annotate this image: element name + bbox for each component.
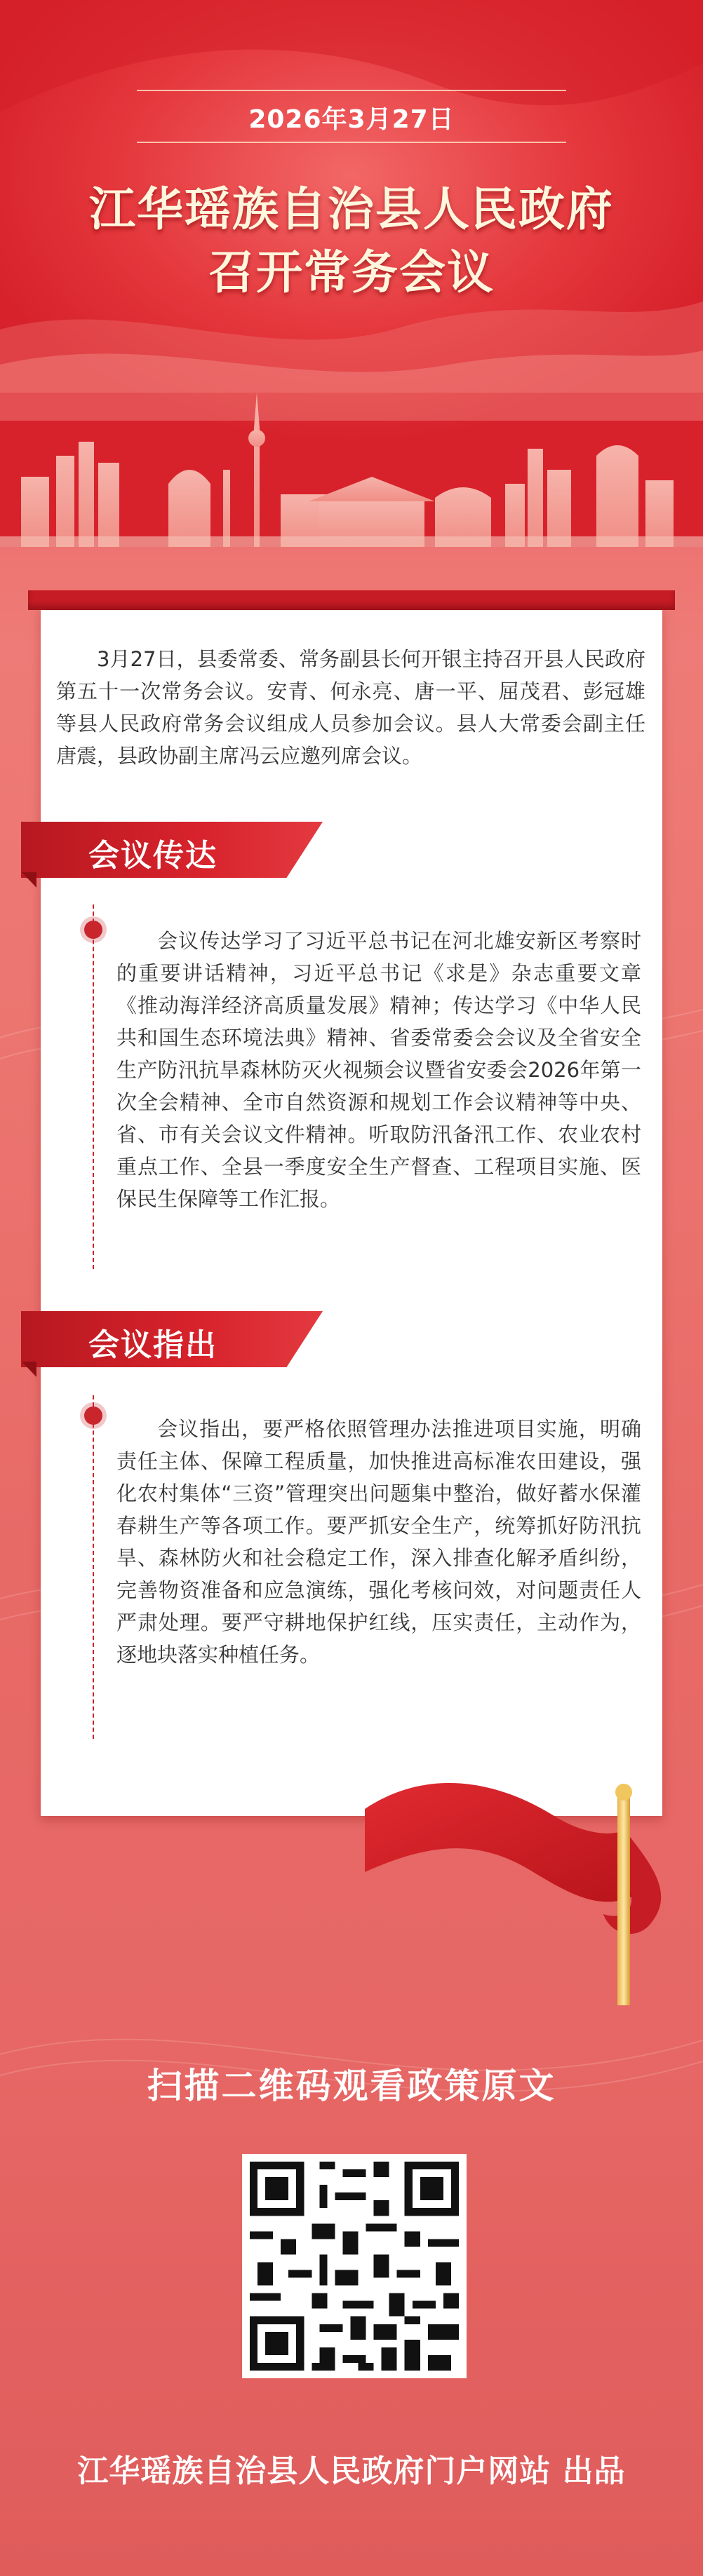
- city-skyline-illustration: [0, 379, 703, 547]
- timeline-line: [93, 1395, 94, 1739]
- section-paragraph-transmission: 会议传达学习了习近平总书记在河北雄安新区考察时的重要讲话精神，习近平总书记《求是》杂志重要文章《推动海洋经济高质量发展》精神；传达学习《中华人民共和国生态环境法典》精神、省委常委会会议及全省安全生产防汛抗旱森林防灭火视频会议暨省安委会2026年第一次全会精神、全市自然资源和规划工作会议精神等中央、省、市有关会议文件精神。听取防汛备汛工作、农业农村重点工作、全县一季度安全生产督查、工程项目实施、医保民生保障等工作汇报。: [116, 929, 641, 1211]
- publish-date: 2026年3月27日: [248, 105, 455, 134]
- page-title-line1: 江华瑶族自治县人民政府: [89, 182, 614, 236]
- section-header-points: [21, 1311, 323, 1367]
- page-title-line2: 召开常务会议: [208, 245, 495, 299]
- qr-code-icon[interactable]: [242, 2154, 467, 2378]
- intro-paragraph: 3月27日，县委常委、常务副县长何开银主持召开县人民政府第五十一次常务会议。安青、何永亮、唐一平、屈茂君、彭冠雄等县人民政府常务会议组成人员参加会议。县人大常委会副主任唐震，县政协副主席冯云应邀列席会议。: [56, 647, 645, 768]
- section-heading: 会议传达: [88, 838, 217, 874]
- section-paragraph-points: 会议指出，要严格依照管理办法推进项目实施，明确责任主体、保障工程质量，加快推进高标准农田建设，强化农村集体“三资”管理突出问题集中整治，做好蓄水保灌春耕生产等各项工作。要严抓安全生产，统筹抓好防汛抗旱、森林防火和社会稳定工作，深入排查化解矛盾纠纷，完善物资准备和应急演练，强化考核问效，对问题责任人严肃处理。要严守耕地保护红线，压实责任，主动作为，逐地块落实种植任务。: [116, 1417, 641, 1667]
- hero-banner: [0, 0, 703, 547]
- card-top-bar: [28, 590, 675, 610]
- timeline-line: [93, 904, 94, 1269]
- date-rule-bottom: [137, 142, 566, 143]
- timeline-dot: [84, 1406, 102, 1425]
- timeline-dot: [84, 921, 102, 939]
- section-heading: 会议指出: [88, 1327, 217, 1363]
- qr-caption: 扫描二维码观看政策原文: [147, 2066, 556, 2106]
- red-flag-icon: [344, 1753, 703, 2005]
- footer-credit: 江华瑶族自治县人民政府门户网站 出品: [77, 2453, 626, 2489]
- date-rule-top: [137, 90, 566, 91]
- section-header-transmission: [21, 822, 323, 878]
